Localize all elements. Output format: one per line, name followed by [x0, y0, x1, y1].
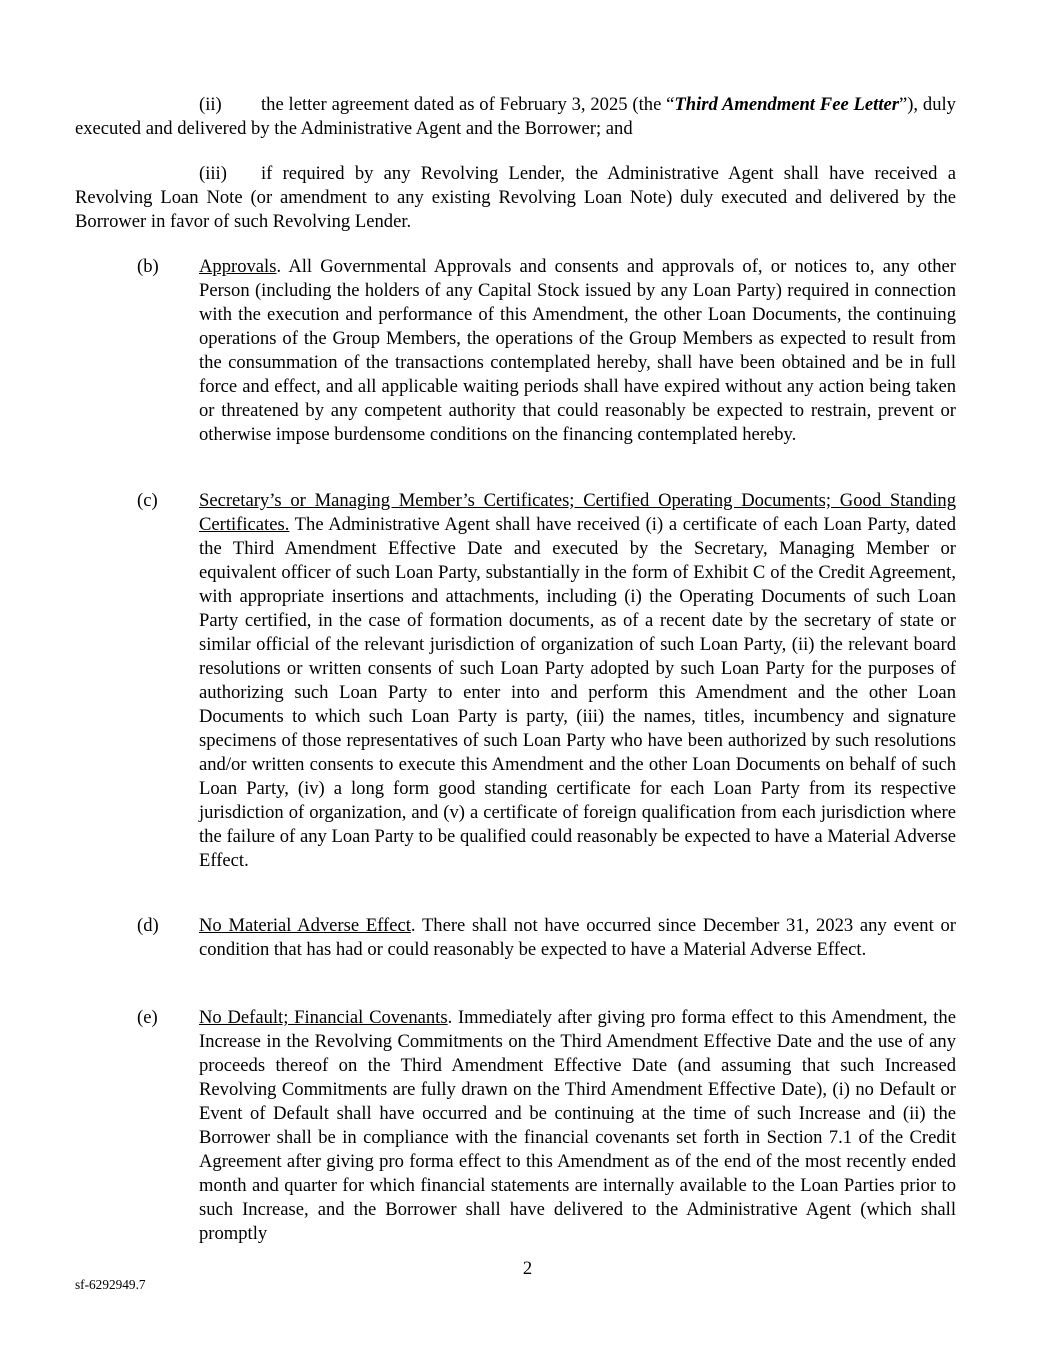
section-b-heading: Approvals	[199, 256, 277, 277]
section-d	[75, 914, 956, 962]
paragraph-ii-text-after: ”), duly executed and delivered by the Administrative Agent and the Borrower; and	[75, 94, 956, 139]
section-b-text: . All Governmental Approvals and consents and approvals of, or notices to, any other Person (including the holders of any Capital Stock issued by any Loan Party) required in connection with the execution and performance of this Amendment, the other Loan Documents, the continuing operations of the Group Members, the operations of the Group Members as expected to result from the consummation of the transactions contemplated hereby, shall have been obtained and be in full force and effect, and all applicable waiting periods shall have expired without any action being taken or threatened by any competent authority that could reasonably be expected to restrain, prevent or otherwise impose burdensome conditions on the financing contemplated hereby.	[199, 256, 956, 445]
paragraph-iii	[75, 162, 956, 234]
document-id: sf-6292949.7	[75, 1277, 146, 1292]
section-d-label: (d)	[137, 915, 159, 936]
section-b	[75, 255, 956, 447]
section-c-label: (c)	[137, 490, 158, 511]
section-e	[75, 1006, 956, 1246]
section-d-heading: No Material Adverse Effect	[199, 915, 411, 936]
section-d-text: . There shall not have occurred since December 31, 2023 any event or condition that has had or could reasonably be expected to have a Material Adverse Effect.	[199, 915, 956, 960]
paragraph-iii-text: if required by any Revolving Lender, the Administrative Agent shall have received a Revolving Loan Note (or amendment to any existing Revolving Loan Note) duly executed and delivered by the Borrower in favor of such Revolving Lender.	[75, 163, 956, 232]
page-number: 2	[522, 1258, 533, 1279]
section-e-text: . Immediately after giving pro forma effect to this Amendment, the Increase in the Revolving Commitments on the Third Amendment Effective Date and the use of any proceeds thereof on the Third Amendment Effective Date (and assuming that such Increased Revolving Commitments are fully drawn on the Third Amendment Effective Date), (i) no Default or Event of Default shall have occurred and be continuing at the time of such Increase and (ii) the Borrower shall be in compliance with the financial covenants set forth in Section 7.1 of the Credit Agreement after giving pro forma effect to this Amendment as of the end of the most recently ended month and quarter for which financial statements are internally available to the Loan Parties prior to such Increase, and the Borrower shall have delivered to the Administrative Agent (which shall promptly	[199, 1007, 956, 1244]
section-e-label: (e)	[137, 1007, 158, 1028]
section-b-label: (b)	[137, 256, 159, 277]
section-c-text: The Administrative Agent shall have received (i) a certificate of each Loan Party, dated the Third Amendment Effective Date and executed by the Secretary, Managing Member or equivalent officer of such Loan Party, substantially in the form of Exhibit C of the Credit Agreement, with appropriate insertions and attachments, including (i) the Operating Documents of such Loan Party certified, in the case of formation documents, as of a recent date by the secretary of state or similar official of the relevant jurisdiction of organization of such Loan Party, (ii) the relevant board resolutions or written consents of such Loan Party adopted by such Loan Party for the purposes of authorizing such Loan Party to enter into and perform this Amendment and the other Loan Documents to which such Loan Party is party, (iii) the names, titles, incumbency and signature specimens of those representatives of such Loan Party who have been authorized by such resolutions and/or written consents to execute this Amendment and the other Loan Documents on behalf of such Loan Party, (iv) a long form good standing certificate for each Loan Party from its respective jurisdiction of organization, and (v) a certificate of foreign qualification from each jurisdiction where the failure of any Loan Party to be qualified could reasonably be expected to have a Material Adverse Effect.	[199, 514, 956, 871]
paragraph-ii	[75, 93, 956, 141]
section-c-heading: Secretary’s or Managing Member’s Certificates; Certified Operating Documents; Good Standing Certificates.	[199, 490, 956, 535]
section-e-heading: No Default; Financial Covenants	[199, 1007, 448, 1028]
paragraph-ii-label: (ii)	[199, 94, 222, 115]
defined-term: Third Amendment Fee Letter	[674, 94, 899, 115]
section-c	[75, 489, 956, 873]
paragraph-ii-text-before: the letter agreement dated as of February 3, 2025 (the “	[261, 94, 675, 115]
paragraph-iii-label: (iii)	[199, 163, 227, 184]
